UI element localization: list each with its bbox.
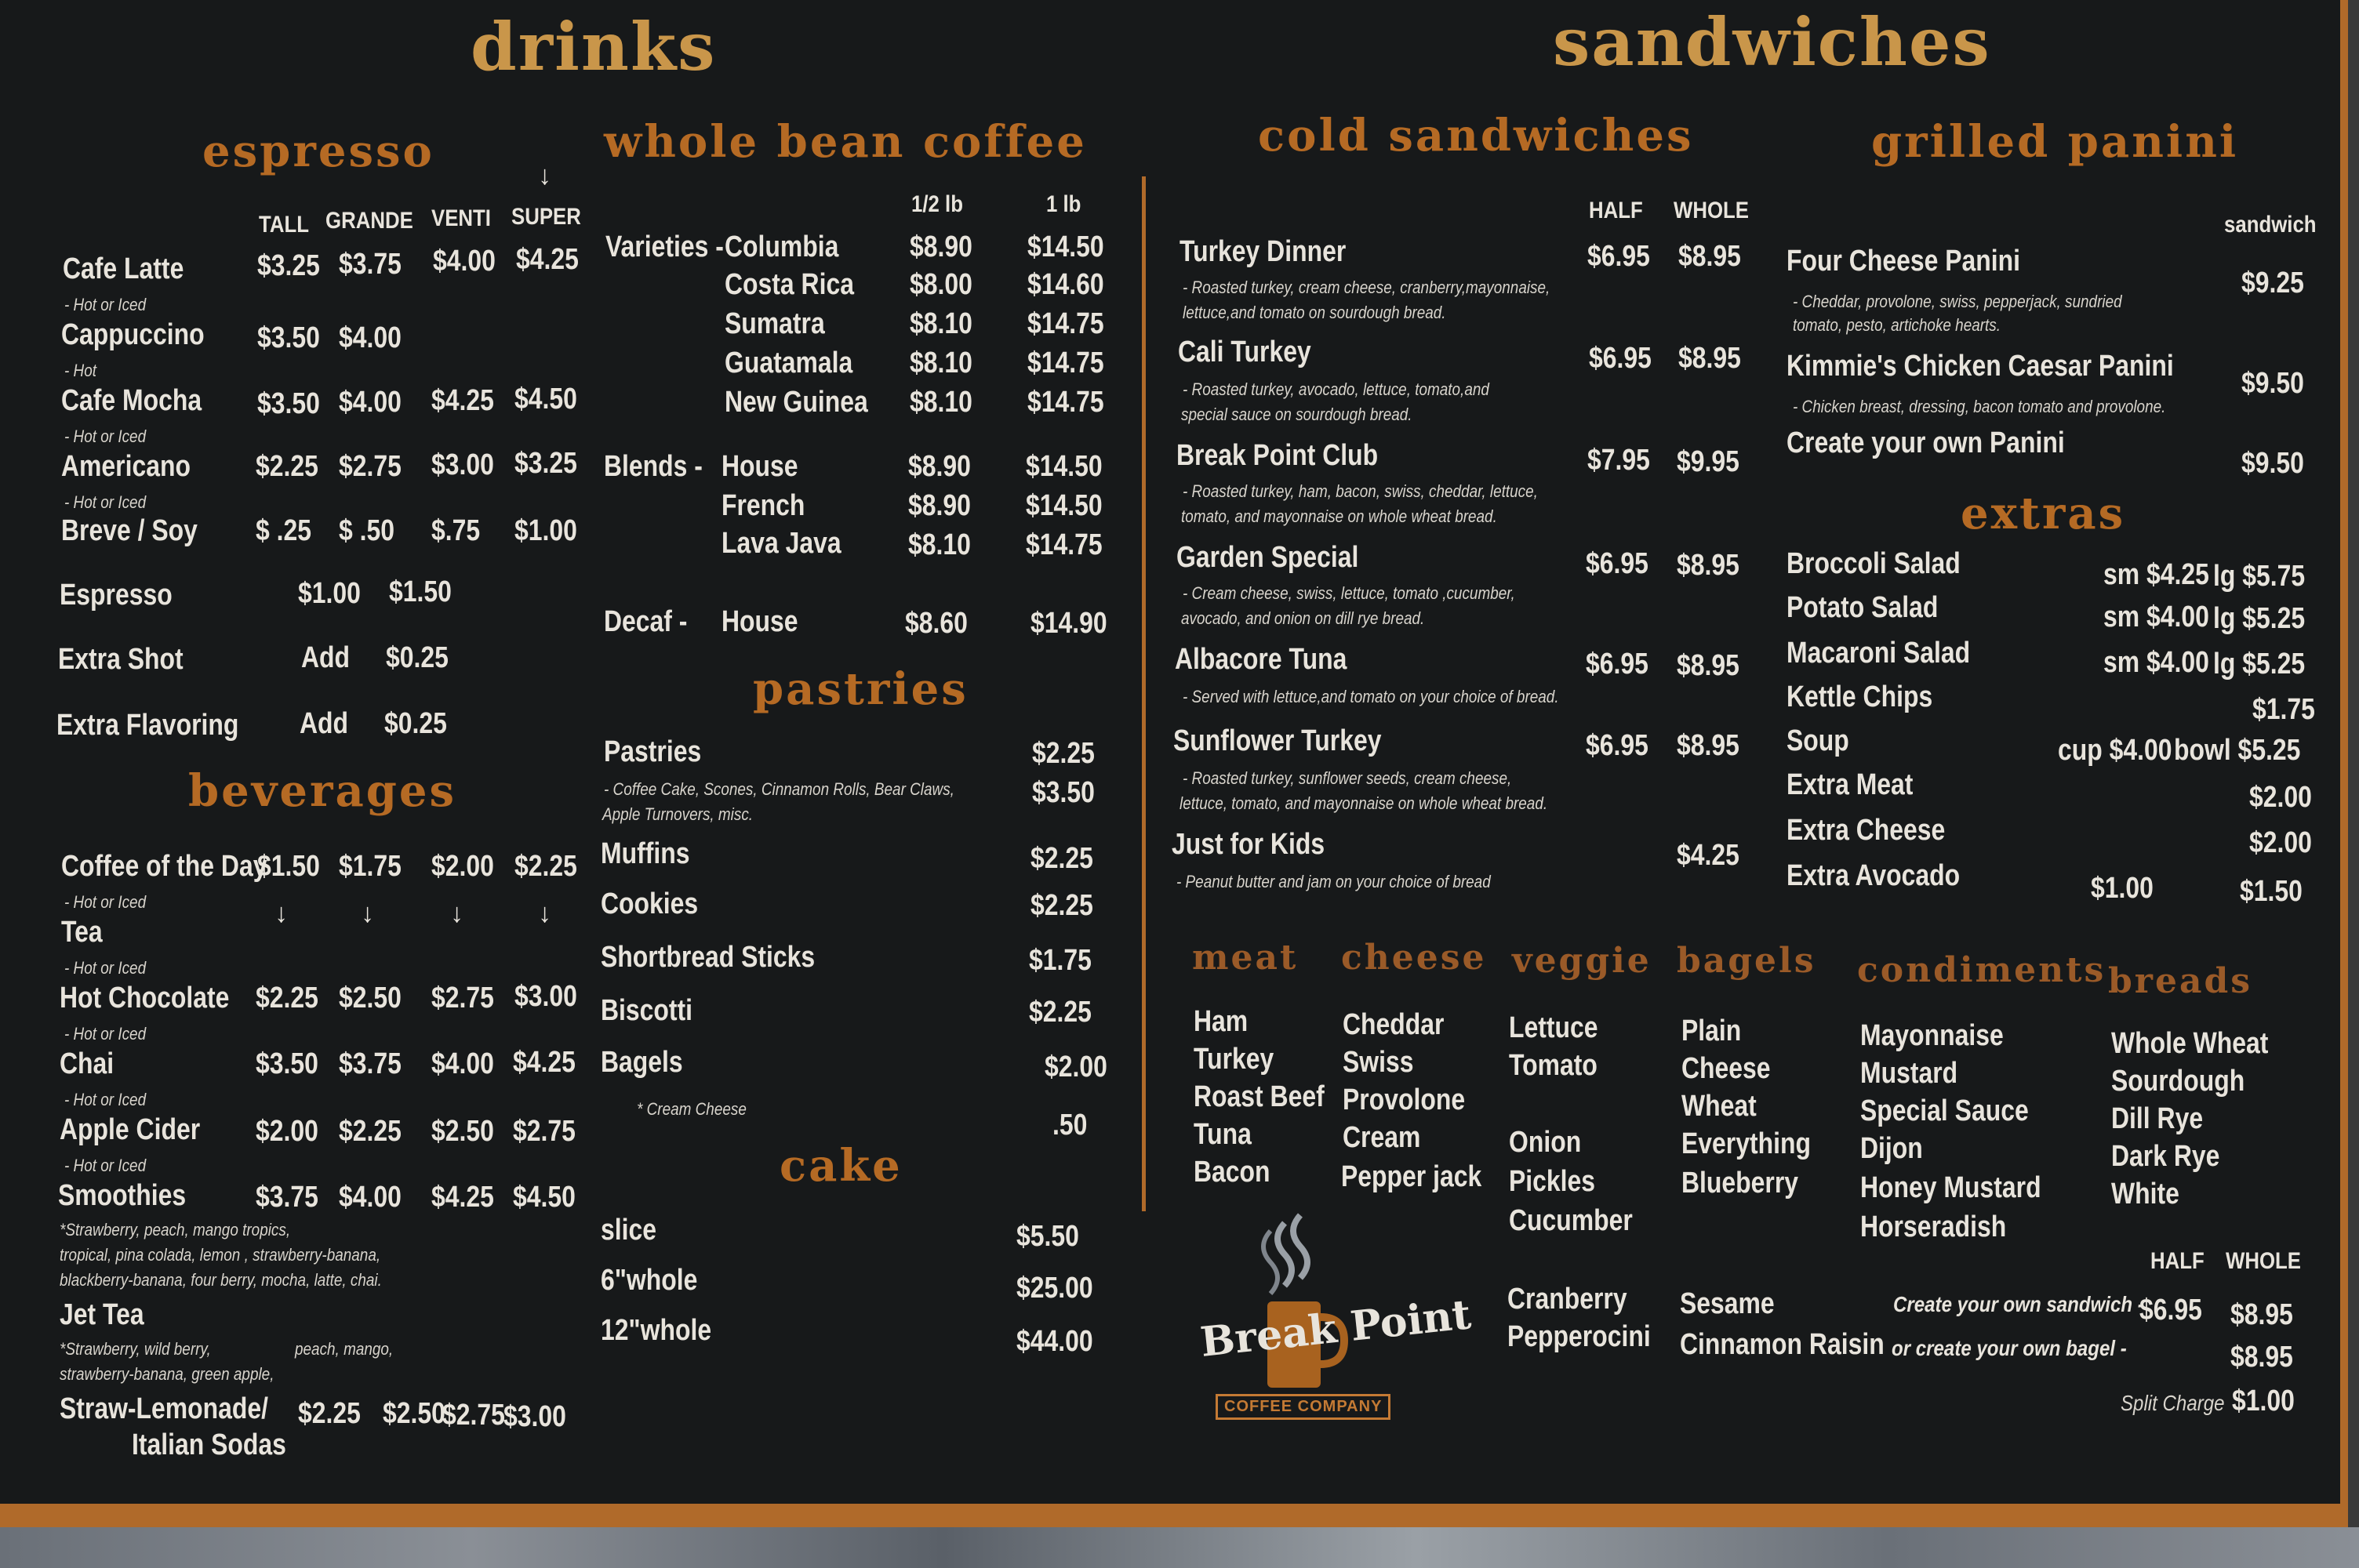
item-note: - Served with lettuce,and tomato on your choice of bread.: [1183, 687, 1559, 706]
item-price: $2.50: [431, 1115, 494, 1148]
create-sandwich-whole: $8.95: [2230, 1298, 2293, 1331]
item-price: $1.50: [389, 575, 452, 608]
item-price: $3.50: [256, 1047, 318, 1080]
item-note: - Peanut butter and jam on your choice of bread: [1176, 872, 1491, 891]
item-price: $2.25: [1032, 737, 1095, 770]
item-note: - Hot or Iced: [64, 1024, 147, 1044]
coffee-one-price: $14.75: [1026, 528, 1103, 561]
item-price: $2.75: [442, 1399, 505, 1432]
item-price: $9.50: [2241, 367, 2304, 400]
item-price: $3.00: [503, 1400, 566, 1433]
item-name: Cappuccino: [61, 318, 205, 351]
item-note: - Roasted turkey, avocado, lettuce, tomato,and: [1183, 379, 1489, 399]
item-name: Create your own Panini: [1787, 426, 2065, 459]
item-name: Albacore Tuna: [1175, 643, 1347, 676]
item-name: Extra Cheese: [1787, 814, 1946, 847]
veggie-heading: veggie: [1512, 941, 1652, 981]
col-half-lb: 1/2 lb: [911, 191, 963, 217]
option-item: Swiss: [1343, 1046, 1414, 1079]
option-item: Plain: [1681, 1014, 1742, 1047]
item-price: $ .50: [339, 514, 395, 547]
cake-heading: cake: [780, 1140, 903, 1192]
item-name: Four Cheese Panini: [1787, 245, 2020, 278]
coffee-one-price: $14.75: [1027, 347, 1104, 379]
item-name: Pastries: [604, 735, 702, 768]
column-divider: [1142, 176, 1146, 1211]
item-price-large: $1.50: [2240, 875, 2303, 908]
item-price: $3.00: [431, 448, 494, 481]
item-note: tropical, pina colada, lemon , strawberry-banana,: [60, 1245, 381, 1265]
title-drinks: drinks: [471, 8, 717, 85]
item-name: Tea: [61, 916, 103, 949]
coffee-half-price: $8.10: [910, 347, 972, 379]
item-whole-price: $8.95: [1678, 342, 1741, 375]
down-arrow-icon: ↓: [274, 898, 288, 928]
item-price: $4.00: [431, 1047, 494, 1080]
item-name: Straw-Lemonade/: [60, 1392, 269, 1425]
option-item: Cranberry: [1507, 1283, 1627, 1316]
item-price: $2.25: [1029, 996, 1092, 1029]
item-note: - Hot: [64, 361, 97, 380]
item-price: $2.25: [256, 982, 318, 1014]
item-price: $2.25: [1030, 842, 1093, 875]
item-name: Macaroni Salad: [1787, 637, 1971, 670]
item-name: Cafe Latte: [63, 252, 184, 285]
item-price: $.75: [431, 514, 481, 547]
item-price: $2.75: [431, 982, 494, 1014]
cold-sandwiches-heading: cold sandwiches: [1258, 110, 1694, 162]
item-price: .50: [1052, 1109, 1088, 1142]
option-item: Wheat: [1681, 1090, 1757, 1123]
col-whole: WHOLE: [1674, 198, 1750, 223]
item-name: Kimmie's Chicken Caesar Panini: [1787, 350, 2174, 383]
item-note: tomato, pesto, artichoke hearts.: [1793, 315, 2001, 335]
item-name: Soup: [1787, 724, 1849, 757]
item-note: *Strawberry, wild berry,: [60, 1339, 211, 1359]
item-name: Shortbread Sticks: [601, 941, 816, 974]
item-name: Italian Sodas: [132, 1428, 286, 1461]
item-price: $2.25: [1030, 889, 1093, 922]
option-item: Provolone: [1343, 1083, 1466, 1116]
item-name: Potato Salad: [1787, 591, 1939, 624]
option-item: Honey Mustard: [1860, 1171, 2041, 1204]
item-price: $2.00: [256, 1115, 318, 1148]
item-note: - Coffee Cake, Scones, Cinnamon Rolls, Bear Claws,: [604, 779, 954, 799]
item-note: - Roasted turkey, ham, bacon, swiss, cheddar, lettuce,: [1183, 481, 1538, 501]
item-price: $2.00: [431, 850, 494, 883]
item-half-price: $6.95: [1586, 547, 1648, 580]
item-name: Broccoli Salad: [1787, 547, 1961, 580]
item-name: Turkey Dinner: [1180, 235, 1347, 268]
item-name: Sunflower Turkey: [1173, 724, 1382, 757]
col-one-lb: 1 lb: [1046, 191, 1081, 217]
item-whole-price: $9.95: [1677, 445, 1739, 478]
item-price: $4.25: [513, 1046, 576, 1079]
option-item: Whole Wheat: [2111, 1027, 2269, 1060]
option-item: Cheese: [1681, 1052, 1771, 1085]
item-name: Americano: [61, 450, 191, 483]
item-half-price: $6.95: [1587, 240, 1650, 273]
item-half-price: $6.95: [1586, 729, 1648, 762]
item-note: lettuce, tomato, and mayonnaise on whole wheat bread.: [1180, 793, 1548, 813]
item-whole-price: $4.25: [1677, 839, 1739, 872]
item-price-large: $1.75: [2252, 693, 2315, 726]
item-whole-price: $8.95: [1678, 240, 1741, 273]
option-item: Cinnamon Raisin: [1680, 1328, 1885, 1361]
create-bagel-whole: $8.95: [2230, 1341, 2293, 1374]
item-price: $4.00: [339, 321, 402, 354]
item-price: $4.25: [516, 243, 579, 276]
item-half-price: $6.95: [1589, 342, 1652, 375]
espresso-heading: espresso: [202, 125, 434, 177]
item-price: $3.25: [257, 249, 320, 282]
item-price: $2.50: [383, 1397, 445, 1430]
coffee-name: House: [722, 450, 798, 483]
create-bagel-label: or create your own bagel -: [1892, 1336, 2127, 1360]
option-item: Pickles: [1509, 1165, 1596, 1198]
item-price: $4.25: [431, 384, 494, 417]
item-name: Jet Tea: [60, 1298, 144, 1331]
size-super: SUPER: [511, 204, 581, 230]
item-name: Extra Flavoring: [56, 709, 239, 742]
item-price-large: lg $5.25: [2213, 648, 2306, 681]
item-name: Garden Special: [1176, 541, 1359, 574]
item-price: $3.25: [514, 447, 577, 480]
item-price: $2.25: [256, 450, 318, 483]
coffee-name: Lava Java: [722, 527, 841, 560]
option-item: Mayonnaise: [1860, 1019, 2004, 1052]
down-arrow-icon: ↓: [450, 898, 463, 928]
item-name: Cali Turkey: [1178, 336, 1311, 368]
col-half: HALF: [1589, 198, 1643, 223]
item-price: $4.25: [431, 1181, 494, 1214]
item-name: Smoothies: [58, 1179, 187, 1212]
panini-heading: grilled panini: [1871, 116, 2239, 168]
coffee-one-price: $14.75: [1027, 386, 1104, 419]
create-sandwich-label: Create your own sandwich -: [1893, 1292, 2144, 1316]
item-price: $1.00: [514, 514, 577, 547]
option-item: Lettuce: [1509, 1011, 1598, 1044]
item-price-large: $2.00: [2249, 826, 2312, 859]
item-price-large: bowl $5.25: [2174, 734, 2301, 767]
item-note: - Roasted turkey, cream cheese, cranberry,mayonnaise,: [1183, 278, 1550, 297]
coffee-one-price: $14.50: [1026, 450, 1103, 483]
blends-label: Blends -: [604, 450, 703, 483]
item-name: Just for Kids: [1172, 828, 1325, 861]
option-item: Sesame: [1680, 1287, 1775, 1320]
down-arrow-icon: ↓: [361, 898, 374, 928]
cheese-heading: cheese: [1341, 938, 1487, 978]
item-note: - Hot or Iced: [64, 1156, 147, 1175]
item-name: Breve / Soy: [61, 514, 198, 547]
option-item: Everything: [1681, 1127, 1811, 1160]
extras-heading: extras: [1961, 488, 2126, 539]
coffee-one-price: $14.75: [1027, 307, 1104, 340]
title-sandwiches: sandwiches: [1553, 3, 1991, 81]
meat-heading: meat: [1192, 938, 1299, 978]
coffee-half-price: $8.90: [908, 489, 971, 522]
item-price: $4.50: [514, 383, 577, 416]
item-name: Break Point Club: [1176, 439, 1379, 472]
item-price-small: $1.00: [2091, 872, 2154, 905]
item-note: blackberry-banana, four berry, mocha, latte, chai.: [60, 1270, 382, 1290]
item-price: $0.25: [386, 641, 449, 674]
item-price-small: sm $4.00: [2103, 646, 2209, 679]
item-price-small: sm $4.25: [2103, 558, 2209, 591]
item-price: $3.75: [339, 248, 402, 281]
item-price: $1.75: [339, 850, 402, 883]
coffee-half-price: $8.10: [908, 528, 971, 561]
coffee-one-price: $14.90: [1030, 607, 1107, 640]
item-note: - Hot or Iced: [64, 958, 147, 978]
item-name: Coffee of the Day: [61, 850, 267, 883]
item-name: Extra Shot: [58, 643, 184, 676]
item-note: - Roasted turkey, sunflower seeds, cream cheese,: [1183, 768, 1512, 788]
item-price: $3.75: [339, 1047, 402, 1080]
item-price: $4.00: [339, 1181, 402, 1214]
item-price: $44.00: [1016, 1325, 1093, 1358]
item-whole-price: $8.95: [1677, 649, 1739, 682]
item-price: $4.00: [339, 386, 402, 419]
option-item: Pepper jack: [1341, 1160, 1482, 1193]
coffee-one-price: $14.50: [1026, 489, 1103, 522]
item-name: 6"whole: [601, 1264, 698, 1297]
item-name: Bagels: [601, 1046, 683, 1079]
item-note: *Strawberry, peach, mango tropics,: [60, 1220, 291, 1240]
item-note: - Hot or Iced: [64, 892, 147, 912]
option-item: Horseradish: [1860, 1210, 2007, 1243]
coffee-one-price: $14.60: [1027, 268, 1104, 301]
item-price: $2.25: [339, 1115, 402, 1148]
item-price: $2.00: [1045, 1051, 1107, 1083]
down-arrow-icon: ↓: [538, 898, 551, 928]
option-item: Ham: [1194, 1005, 1249, 1038]
item-add: Add: [301, 641, 351, 674]
item-price: $4.50: [513, 1181, 576, 1214]
item-note: Apple Turnovers, misc.: [602, 804, 754, 824]
item-price: $2.75: [513, 1115, 576, 1148]
coffee-half-price: $8.60: [905, 607, 968, 640]
option-item: Dijon: [1860, 1132, 1923, 1165]
item-note: - Hot or Iced: [64, 492, 147, 512]
item-name: Extra Meat: [1787, 768, 1914, 801]
option-item: Blueberry: [1681, 1167, 1799, 1200]
item-price-small: cup $4.00: [2058, 734, 2172, 767]
option-item: Dark Rye: [2111, 1140, 2220, 1173]
item-price: $25.00: [1016, 1272, 1093, 1305]
item-note: - Chicken breast, dressing, bacon tomato and provolone.: [1793, 397, 2166, 416]
coffee-one-price: $14.50: [1027, 230, 1104, 263]
option-item: Onion: [1509, 1126, 1582, 1159]
option-item: Cucumber: [1509, 1204, 1633, 1237]
option-item: Cream: [1343, 1121, 1421, 1154]
col-sandwich: sandwich: [2224, 212, 2317, 238]
item-price: $5.50: [1016, 1220, 1079, 1253]
item-price: $3.50: [257, 321, 320, 354]
super-arrow-icon: ↓: [538, 161, 551, 191]
item-name: Hot Chocolate: [60, 982, 230, 1014]
size-tall: TALL: [259, 212, 310, 238]
item-price: $0.25: [384, 707, 447, 740]
item-price: $3.50: [257, 387, 320, 420]
item-note: - Cheddar, provolone, swiss, pepperjack, sundried: [1793, 292, 2122, 311]
condiments-heading: condiments: [1857, 950, 2106, 990]
coffee-name: Costa Rica: [725, 268, 854, 301]
coffee-heading: whole bean coffee: [604, 116, 1087, 168]
option-item: Tuna: [1194, 1118, 1252, 1151]
item-name: Cafe Mocha: [61, 384, 202, 417]
coffee-name: Columbia: [725, 230, 839, 263]
item-name: Muffins: [601, 837, 690, 870]
option-item: Pepperocini: [1507, 1320, 1651, 1353]
item-half-price: $7.95: [1587, 444, 1650, 477]
item-note: peach, mango,: [295, 1339, 394, 1359]
decaf-label: Decaf -: [604, 605, 688, 638]
item-name: Extra Avocado: [1787, 859, 1961, 892]
coffee-name: Guatamala: [725, 347, 853, 379]
coffee-name: French: [722, 489, 805, 522]
item-price: $2.75: [339, 450, 402, 483]
bagels-heading: bagels: [1677, 941, 1816, 981]
break-point-logo: [1192, 1207, 1474, 1435]
item-price: $2.25: [514, 850, 577, 883]
pastries-heading: pastries: [753, 663, 969, 715]
item-price: $9.25: [2241, 267, 2304, 299]
item-price: $3.75: [256, 1181, 318, 1214]
item-price: $2.50: [339, 982, 402, 1014]
logo-subtitle: COFFEE COMPANY: [1216, 1394, 1390, 1420]
item-whole-price: $8.95: [1677, 729, 1739, 762]
logo-name: Break Point: [1198, 1290, 1474, 1367]
item-price: $4.00: [433, 245, 496, 278]
item-price: $1.00: [298, 577, 361, 610]
beverages-heading: beverages: [188, 765, 457, 817]
item-whole-price: $8.95: [1677, 549, 1739, 582]
option-item: Turkey: [1194, 1043, 1274, 1076]
option-item: Bacon: [1194, 1156, 1270, 1189]
item-price-large: lg $5.75: [2213, 560, 2306, 593]
item-note: special sauce on sourdough bread.: [1181, 405, 1412, 424]
item-price-large: lg $5.25: [2213, 602, 2306, 635]
item-price: $3.50: [1032, 776, 1095, 809]
coffee-name: Sumatra: [725, 307, 825, 340]
coffee-name: House: [722, 605, 798, 638]
item-note: lettuce,and tomato on sourdough bread.: [1183, 303, 1446, 322]
item-name: Espresso: [60, 579, 173, 612]
item-price: $9.50: [2241, 447, 2304, 480]
item-note: - Cream cheese, swiss, lettuce, tomato ,cucumber,: [1183, 583, 1515, 603]
option-item: Dill Rye: [2111, 1102, 2204, 1135]
background-floor: [0, 1527, 2359, 1568]
item-name: slice: [601, 1214, 657, 1247]
coffee-name: New Guinea: [725, 386, 868, 419]
item-name: Apple Cider: [60, 1113, 201, 1146]
item-note: - Hot or Iced: [64, 295, 147, 314]
option-item: Cheddar: [1343, 1008, 1445, 1041]
item-price: $3.00: [514, 980, 577, 1013]
item-note: strawberry-banana, green apple,: [60, 1364, 274, 1384]
coffee-half-price: $8.10: [910, 307, 972, 340]
item-name: 12"whole: [601, 1314, 712, 1347]
option-item: Tomato: [1509, 1049, 1598, 1082]
option-item: Special Sauce: [1860, 1094, 2029, 1127]
item-price-large: $2.00: [2249, 781, 2312, 814]
item-name: Chai: [60, 1047, 114, 1080]
split-charge-label: Split Charge: [2121, 1391, 2225, 1415]
item-price: $ .25: [256, 514, 312, 547]
varieties-label: Varieties -: [605, 230, 724, 263]
split-charge-price: $1.00: [2232, 1385, 2295, 1417]
item-price: $1.50: [257, 850, 320, 883]
option-item: Mustard: [1860, 1057, 1958, 1090]
coffee-half-price: $8.00: [910, 268, 972, 301]
coffee-half-price: $8.10: [910, 386, 972, 419]
item-note: tomato, and mayonnaise on whole wheat bread.: [1181, 506, 1497, 526]
item-add: Add: [300, 707, 349, 740]
item-half-price: $6.95: [1586, 648, 1648, 681]
breads-heading: breads: [2108, 961, 2252, 1001]
option-item: Roast Beef: [1194, 1080, 1325, 1113]
item-note: * Cream Cheese: [637, 1099, 747, 1119]
coffee-half-price: $8.90: [910, 230, 972, 263]
col-half: HALF: [2150, 1248, 2205, 1274]
item-price-small: sm $4.00: [2103, 601, 2209, 633]
size-grande: GRANDE: [325, 208, 413, 234]
option-item: Sourdough: [2111, 1065, 2245, 1098]
item-note: avocado, and onion on dill rye bread.: [1181, 608, 1425, 628]
size-venti: VENTI: [431, 205, 491, 231]
col-whole: WHOLE: [2226, 1248, 2302, 1274]
item-note: - Hot or Iced: [64, 426, 147, 446]
item-name: Cookies: [601, 887, 699, 920]
coffee-half-price: $8.90: [908, 450, 971, 483]
item-name: Biscotti: [601, 994, 693, 1027]
item-price: $2.25: [298, 1397, 361, 1430]
create-sandwich-half: $6.95: [2139, 1294, 2202, 1327]
option-item: White: [2111, 1178, 2179, 1210]
item-note: - Hot or Iced: [64, 1090, 147, 1109]
item-price: $1.75: [1029, 944, 1092, 977]
item-name: Kettle Chips: [1787, 681, 1933, 713]
